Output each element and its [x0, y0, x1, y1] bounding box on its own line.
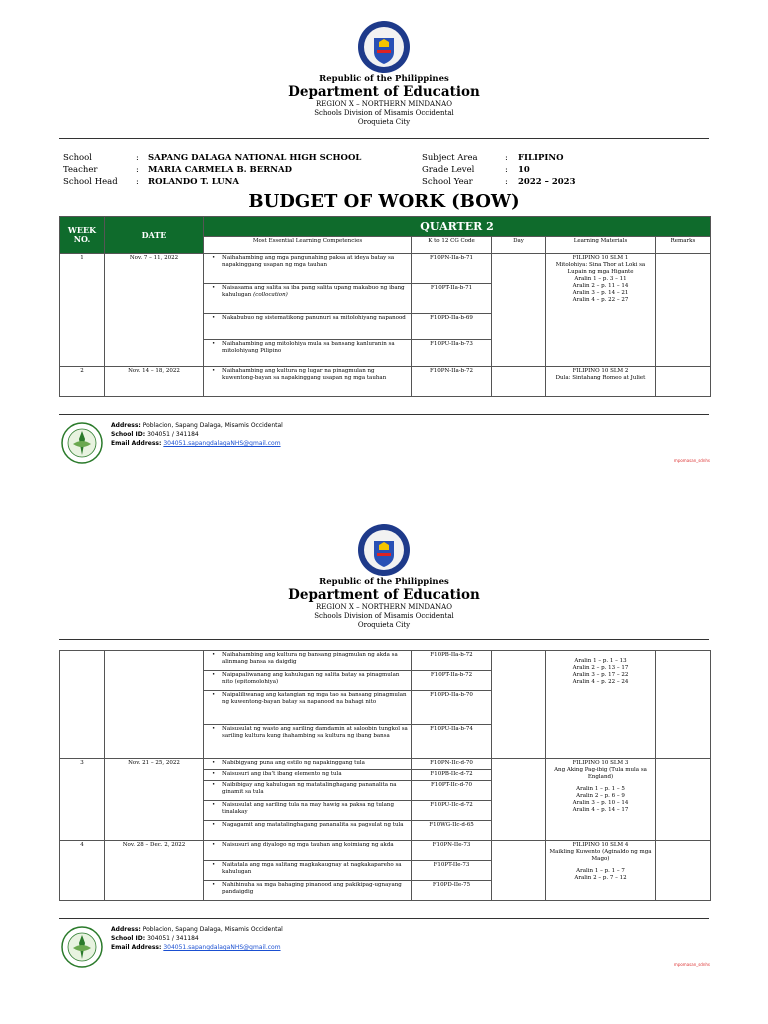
code-cell: F10PU-IIa-b-73 [412, 340, 492, 367]
melc-item: • Naibibigay ang kahulugan ng matatalinghagang pananalita na ginamit sa tula [206, 782, 409, 796]
materials-cell: FILIPINO 10 SLM 1 Mitolohiya: Sina Thor at Loki sa Lupain ng mga Higante Aralin 1 – p. 3 – 11 Aralin 2 – p. 11 – 14 Aralin 3 – p. 14 – 21 Aralin 4 – p. 22 – 27 [546, 254, 656, 367]
colon: : [505, 165, 508, 175]
materials-cell: Aralin 1 – p. 1 – 13 Aralin 2 – p. 13 – 17 Aralin 3 – p. 17 – 22 Aralin 4 – p. 22 – 24 [546, 651, 656, 759]
region-line: REGION X – NORTHERN MINDANAO [316, 100, 452, 108]
city-line: Oroquieta City [357, 118, 411, 126]
table-row [60, 759, 711, 770]
head-label: School Head [63, 177, 118, 187]
melc-item: • Naihahambing ang mitolohiya mula sa bansang kanluranin sa mitolohiyang Pilipino [206, 341, 409, 355]
remarks-cell [656, 367, 711, 397]
school-logo-icon [61, 926, 103, 968]
col-melc: Most Essential Learning Competencies [204, 237, 412, 254]
code-cell: F10PT-IIe-73 [412, 861, 492, 881]
day-cell [492, 841, 546, 901]
quarter-header: QUARTER 2 [204, 217, 711, 237]
day-cell [492, 254, 546, 367]
melc-item: • Naihahambing ang kultura ng lugar na pinagmulan ng kuwentong-bayan sa napakinggang usapan ng mga tauhan [206, 368, 409, 382]
melc-item: • Naisusulat ang sariling tula na may hawig sa paksa ng tulang tinalakay [206, 802, 409, 816]
year-label: School Year [422, 177, 473, 187]
code-cell: F10PD-IIe-75 [412, 881, 492, 901]
melc-item: • Nakabubuo ng sistematikong panunuri sa mitolohiyang napanood [206, 315, 409, 322]
letterhead [0, 577, 768, 630]
week-cell [60, 651, 105, 759]
footer-divider [59, 414, 709, 415]
email-link[interactable]: 304051.sapangdalagaNHS@gmail.com [163, 944, 281, 951]
remarks-cell [656, 651, 711, 759]
division-line: Schools Division of Misamis Occidental [314, 612, 454, 620]
melc-item: • Nagagamit ang matatalinghagang pananalita sa pagsulat ng tula [206, 822, 409, 829]
footer-tag: mpomasan_sdnhs [673, 962, 710, 967]
colon: : [505, 153, 508, 163]
col-day: Day [492, 237, 546, 254]
materials-cell: FILIPINO 10 SLM 3 Ang Aking Pag-ibig (Tula mula sa England) Aralin 1 – p. 1 – 5 Aralin 2 – p. 6 – 9 Aralin 3 – p. 10 – 14 Aralin 4 – p. 14 – 17 [546, 759, 656, 841]
code-cell: F10PN-IIe-73 [412, 841, 492, 861]
department-line: Department of Education [288, 587, 480, 603]
materials-cell: FILIPINO 10 SLM 2 Dula: Sintahang Romeo at Juliet [546, 367, 656, 397]
melc-item: • Naisasama ang salita sa iba pang salita upang makabuo ng ibang kahulugan (collocation) [206, 285, 409, 299]
colon: : [136, 165, 139, 175]
school-footer [59, 922, 710, 972]
page-2 [0, 505, 768, 1024]
code-cell: F10PN-IIa-b-71 [412, 254, 492, 284]
deped-seal-icon [357, 20, 411, 74]
region-line: REGION X – NORTHERN MINDANAO [316, 603, 452, 611]
remarks-cell [656, 841, 711, 901]
week-cell: 4 [60, 841, 105, 901]
colon: : [136, 153, 139, 163]
melc-item: • Nahihinuha sa mga bahaging pinanood ang pakikipag-ugnayang pandaigdig [206, 882, 409, 896]
subject-value: FILIPINO [518, 153, 564, 163]
bow-table-page-2 [59, 650, 711, 901]
melc-item: • Naisusuri ang diyalogo ng mga tauhan ang koimiang ng akda [206, 842, 409, 849]
document-title: BUDGET OF WORK (BOW) [248, 191, 520, 212]
email-link[interactable]: 304051.sapangdalagaNHS@gmail.com [163, 440, 281, 447]
day-cell [492, 367, 546, 397]
date-cell: Nov. 14 – 18, 2022 [105, 367, 204, 397]
grade-label: Grade Level [422, 165, 475, 175]
day-cell [492, 759, 546, 841]
date-cell [105, 651, 204, 759]
table-row [60, 651, 711, 671]
melc-item: • Naihahambing ang kultura ng bansang pinagmulan ng akda sa alinmang bansa sa daigdig [206, 652, 409, 666]
school-label: School [63, 153, 93, 163]
code-cell: F10PT-IIa-b-72 [412, 671, 492, 691]
deped-seal-icon [357, 523, 411, 577]
code-cell: F10PD-IIa-b-70 [412, 691, 492, 725]
footer-tag: mpomasan_sdnhs [673, 458, 710, 463]
code-cell: F10PT-IIc-d-70 [412, 781, 492, 801]
melc-item: • Naipapaliwanang ang kahulugan ng salita batay sa pinagmulan nito (epitomolohiya) [206, 672, 409, 686]
school-value: SAPANG DALAGA NATIONAL HIGH SCHOOL [148, 153, 362, 163]
col-date: DATE [105, 217, 204, 254]
department-line: Department of Education [288, 84, 480, 100]
col-materials: Learning Materials [546, 237, 656, 254]
melc-item: • Nabibigyang puna ang estilo ng napakinggang tula [206, 760, 409, 767]
division-line: Schools Division of Misamis Occidental [314, 109, 454, 117]
head-value: ROLANDO T. LUNA [148, 177, 239, 187]
school-footer [59, 418, 710, 468]
school-info [63, 153, 663, 189]
date-cell: Nov. 28 – Dec. 2, 2022 [105, 841, 204, 901]
remarks-cell [656, 254, 711, 367]
col-week: WEEK NO. [60, 217, 105, 254]
melc-item: • Naisusuri ang iba’t ibang elemento ng tula [206, 771, 409, 778]
code-cell: F10PD-IIa-b-69 [412, 314, 492, 340]
republic-line: Republic of the Philippines [319, 74, 449, 84]
table-row [60, 367, 711, 397]
col-remarks: Remarks [656, 237, 711, 254]
city-line: Oroquieta City [357, 621, 411, 629]
materials-cell: FILIPINO 10 SLM 4 Maikling Kuwento (Aginaldo ng mga Mago) Aralin 1 – p. 1 – 7 Aralin 2 – p. 7 – 12 [546, 841, 656, 901]
header-divider [59, 138, 709, 139]
grade-value: 10 [518, 165, 530, 175]
table-row [60, 254, 711, 284]
col-code: K to 12 CG Code [412, 237, 492, 254]
date-cell: Nov. 21 – 25, 2022 [105, 759, 204, 841]
footer-address: Address: Poblacion, Sapang Dalaga, Misamis Occidental School ID: 304051 / 341184 Email Address: 304051.sapangdalagaNHS@gmail.com [111, 926, 283, 951]
year-value: 2022 – 2023 [518, 177, 576, 187]
week-cell: 1 [60, 254, 105, 367]
footer-divider [59, 918, 709, 919]
code-cell: F10PU-IIa-b-74 [412, 725, 492, 759]
code-cell: F10PB-IIc-d-72 [412, 770, 492, 781]
colon: : [136, 177, 139, 187]
teacher-value: MARIA CARMELA B. BERNAD [148, 165, 293, 175]
header-divider [59, 639, 709, 640]
remarks-cell [656, 759, 711, 841]
code-cell: F10PU-IIc-d-72 [412, 801, 492, 821]
footer-address: Address: Poblacion, Sapang Dalaga, Misamis Occidental School ID: 304051 / 341184 Email Address: 304051.sapangdalagaNHS@gmail.com [111, 422, 283, 447]
melc-item: • Naihahambing ang mga pangunahing paksa at ideya batay sa napakinggang usapan ng mga tauhan [206, 255, 409, 269]
code-cell: F10PB-IIa-b-72 [412, 651, 492, 671]
bow-table-page-1 [59, 216, 711, 397]
day-cell [492, 651, 546, 759]
page-1 [0, 0, 768, 500]
table-row [60, 841, 711, 861]
melc-item: • Naisusulat ng wasto ang sariling damdamin at saloobin tungkol sa sariling kultura kung ihahambing sa kultura ng ibang bansa [206, 726, 409, 740]
code-cell: F10PN-IIa-b-72 [412, 367, 492, 397]
week-cell: 3 [60, 759, 105, 841]
week-cell: 2 [60, 367, 105, 397]
code-cell: F10PN-IIc-d-70 [412, 759, 492, 770]
melc-item: • Naipaliliwanag ang katangian ng mga tao sa bansang pinagmulan ng kuwentong-bayan batay sa napanood na bahagi nito [206, 692, 409, 706]
code-cell: F10WG-IIc-d-65 [412, 821, 492, 841]
school-logo-icon [61, 422, 103, 464]
teacher-label: Teacher [63, 165, 98, 175]
letterhead [0, 74, 768, 127]
republic-line: Republic of the Philippines [319, 577, 449, 587]
date-cell: Nov. 7 – 11, 2022 [105, 254, 204, 367]
code-cell: F10PT-IIa-b-71 [412, 284, 492, 314]
subject-label: Subject Area [422, 153, 478, 163]
colon: : [505, 177, 508, 187]
melc-item: • Naitatala ang mga salitang magkakaugnay at nagkakapareho sa kahulugan [206, 862, 409, 876]
